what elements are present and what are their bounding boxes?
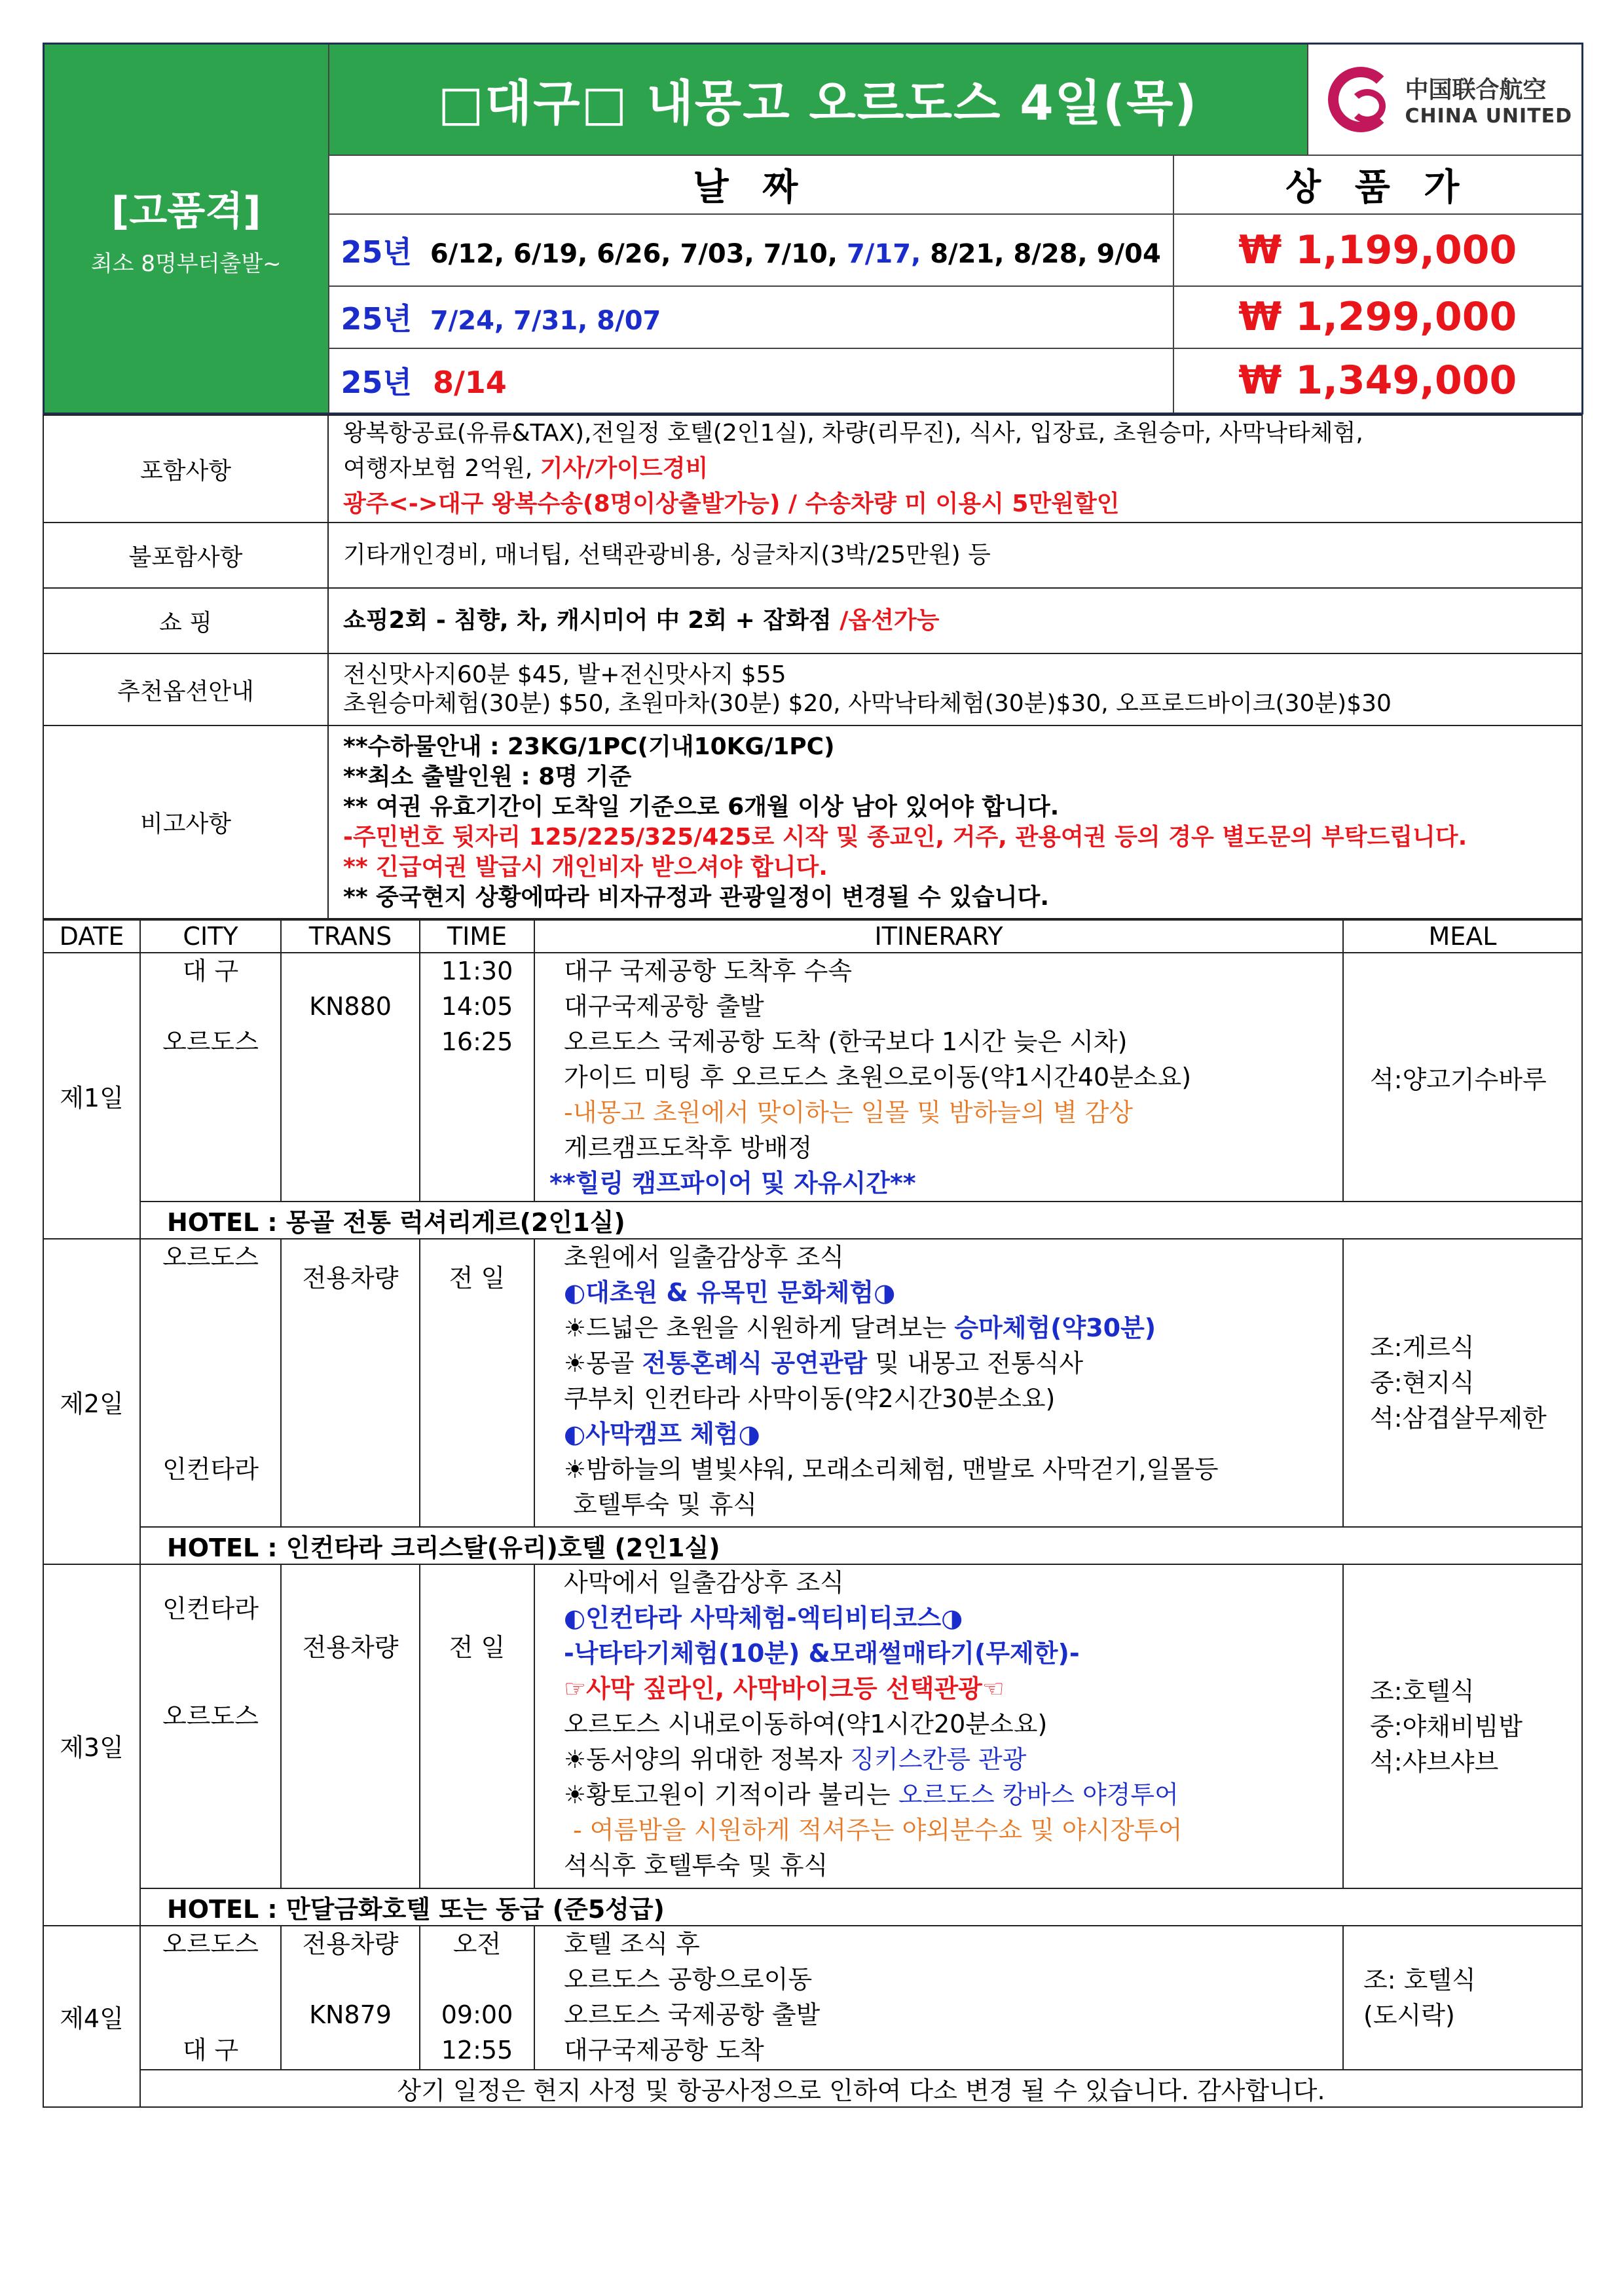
day-2-label: 제2일 (43, 1239, 140, 1564)
time: 11:30 (441, 957, 513, 985)
itinerary-line: 오르도스 국제공항 출발 (564, 2000, 821, 2029)
price-1: ₩ 1,199,000 (1173, 214, 1583, 286)
itinerary-line: -내몽고 초원에서 맞이하는 일몰 및 밤하늘의 별 감상 (564, 1098, 1134, 1127)
day-1-time (420, 953, 534, 1202)
shopping-option: /옵션가능 (840, 607, 940, 634)
itinerary-header: ITINERARY (534, 920, 1343, 953)
trans-header: TRANS (281, 920, 420, 953)
meal: 중:야채비빔밥 (1370, 1712, 1523, 1741)
day-4-label: 제4일 (43, 1926, 140, 2107)
itinerary-line: 오르도스 국제공항 도착 (한국보다 1시간 늦은 시차) (564, 1027, 1128, 1056)
year: 25년 (341, 234, 412, 270)
dates-highlight: 7/17, (846, 238, 921, 269)
day-2-meal (1343, 1239, 1582, 1527)
day-1-hotel: HOTEL : 몽골 전통 럭셔리게르(2인1실) (140, 1202, 1582, 1239)
itinerary-line: 오르도스 시내로이동하여(약1시간20분소요) (564, 1710, 1048, 1738)
itinerary-line: 가이드 미팅 후 오르도스 초원으로이동(약1시간40분소요) (564, 1063, 1192, 1092)
day-3-meal (1343, 1564, 1582, 1888)
date-row-3 (329, 348, 1173, 414)
day-4-meal (1343, 1926, 1582, 2070)
itinerary-line: 대구국제공항 출발 (564, 992, 764, 1021)
city: 인컨타라 (162, 1455, 259, 1484)
itinerary-line: ☞사막 짚라인, 사막바이크등 선택관광☜ (564, 1674, 1005, 1703)
included-value (328, 415, 1582, 523)
day-4-itinerary (534, 1926, 1343, 2070)
itinerary-line: 대구국제공항 도착 (564, 2036, 764, 2065)
info-table (43, 414, 1583, 919)
options-line: 초원승마체험(30분) $50, 초원마차(30분) $20, 사막낙타체험(30분)$30, 오프로드바이크(30분)$30 (343, 690, 1392, 717)
day-1-trans (281, 953, 420, 1202)
remark-line: ** 여권 유효기간이 도착일 기준으로 6개월 이상 남아 있어야 합니다. (343, 793, 1060, 820)
shopping-value (328, 588, 1582, 653)
day-3-itinerary (534, 1564, 1343, 1888)
time-header: TIME (420, 920, 534, 953)
itinerary-line: ☀몽골 전통혼례식 공연관람 및 내몽고 전통식사 (564, 1349, 1084, 1378)
remark-line: **수하물안내 : 23KG/1PC(기내10KG/1PC) (343, 733, 835, 760)
itinerary-line: 사막에서 일출감상후 조식 (564, 1568, 844, 1597)
meal: 석:삼겹살무제한 (1370, 1404, 1547, 1433)
year: 25년 (341, 365, 412, 401)
remarks-label: 비고사항 (43, 725, 328, 919)
day-2-trans: 전용차량 (281, 1239, 420, 1527)
city-header: CITY (140, 920, 281, 953)
itinerary-line: 쿠부치 인컨타라 사막이동(약2시간30분소요) (564, 1384, 1056, 1413)
time: 12:55 (441, 2036, 513, 2065)
included-label: 포함사항 (43, 415, 328, 523)
shopping-text: 쇼핑2회 - 침향, 차, 캐시미어 中 2회 + 잡화점 (343, 607, 832, 634)
header-table (43, 43, 1583, 414)
city: 오르도스 (162, 1930, 259, 1958)
day-2-time: 전 일 (420, 1239, 534, 1527)
day-4-trans (281, 1926, 420, 2070)
trans: 전용차량 (302, 1930, 399, 1958)
city: 오르도스 (162, 1243, 259, 1272)
day-1-label: 제1일 (43, 953, 140, 1239)
grade-title: [고품격] (111, 188, 261, 234)
included-line: 광주<->대구 왕복수송(8명이상출발가능) / 수송차량 미 이용시 5만원할인 (343, 490, 1120, 517)
remark-line: ** 긴급여권 발급시 개인비자 받으셔야 합니다. (343, 853, 828, 881)
meal: (도시락) (1363, 2001, 1455, 2030)
remark-line: ** 중국현지 상황에따라 비자규정과 관광일정이 변경될 수 있습니다. (343, 883, 1050, 911)
itinerary-table (43, 919, 1583, 2108)
meal: 조:게르식 (1370, 1333, 1475, 1362)
grade-cell (44, 44, 329, 414)
day-2-city (140, 1239, 281, 1527)
itinerary-line: -낙타타기체험(10분) &모래썰매타기(무제한)- (564, 1639, 1080, 1668)
day-1-city (140, 953, 281, 1202)
itinerary-line: 호텔 조식 후 (564, 1930, 700, 1958)
time: 09:00 (441, 2000, 513, 2029)
shopping-label: 쇼 핑 (43, 588, 328, 653)
flight-number: KN880 (309, 992, 392, 1021)
date-header: DATE (43, 920, 140, 953)
meal: 석:샤브샤브 (1370, 1747, 1499, 1776)
trans (282, 953, 419, 989)
day-3-hotel: HOTEL : 만달금화호텔 또는 동급 (준5성급) (140, 1888, 1582, 1926)
date-row-2 (329, 286, 1173, 348)
itinerary-line: ☀황토고원이 기적이라 불리는 오르도스 캉바스 야경투어 (564, 1780, 1179, 1809)
itinerary-line: 오르도스 공항으로이동 (564, 1965, 813, 1994)
day-1-meal: 석:양고기수바루 (1343, 953, 1582, 1202)
remarks-value (328, 725, 1582, 919)
price-3: ₩ 1,349,000 (1173, 348, 1583, 414)
price-column-header: 상 품 가 (1173, 155, 1583, 214)
itinerary-footer-note: 상기 일정은 현지 사정 및 항공사정으로 인하여 다소 변경 될 수 있습니다. 감사합니다. (140, 2070, 1582, 2107)
meal-header: MEAL (1343, 920, 1582, 953)
city: 대 구 (182, 957, 239, 985)
price-2: ₩ 1,299,000 (1173, 286, 1583, 348)
itinerary-line: 초원에서 일출감상후 조식 (564, 1243, 844, 1272)
excluded-value: 기타개인경비, 매너팁, 선택관광비용, 싱글차지(3박/25만원) 등 (328, 523, 1582, 588)
meal: 조:호텔식 (1370, 1676, 1475, 1706)
airline-name-en: CHINA UNITED (1405, 104, 1573, 128)
city: 오르도스 (162, 1027, 259, 1056)
day-1-itinerary (534, 953, 1343, 1202)
day-3-trans: 전용차량 (281, 1564, 420, 1888)
dates: 7/24, 7/31, 8/07 (430, 306, 661, 336)
date-row-1 (329, 214, 1173, 286)
remark-line: **최소 출발인원 : 8명 기준 (343, 763, 632, 790)
excluded-label: 불포함사항 (43, 523, 328, 588)
city (141, 989, 280, 1024)
itinerary-line: 호텔투숙 및 휴식 (573, 1490, 758, 1519)
day-2-itinerary (534, 1239, 1343, 1527)
time: 오전 (452, 1930, 502, 1958)
itinerary-line: ◐인컨타라 사막체험-엑티비티코스◑ (564, 1604, 963, 1632)
itinerary-line: ◐사막캠프 체험◑ (564, 1420, 760, 1448)
dates: 8/21, 8/28, 9/04 (930, 238, 1161, 269)
city: 인컨타라 (162, 1594, 259, 1623)
city: 오르도스 (162, 1702, 259, 1731)
itinerary-line: ◐대초원 & 유목민 문화체험◑ (564, 1278, 896, 1307)
itinerary-line: 석식후 호텔투숙 및 휴식 (564, 1851, 828, 1880)
itinerary-line: ☀동서양의 위대한 정복자 징키스칸릉 관광 (564, 1745, 1027, 1774)
meal: 중:현지식 (1370, 1368, 1475, 1397)
options-label: 추천옵션안내 (43, 653, 328, 725)
airline-logo-icon (1328, 67, 1393, 132)
airline-logo (1308, 44, 1583, 155)
itinerary-line: 게르캠프도착후 방배정 (564, 1133, 813, 1162)
day-2-hotel: HOTEL : 인컨타라 크리스탈(유리)호텔 (2인1실) (140, 1527, 1582, 1564)
options-value (328, 653, 1582, 725)
included-line: 왕복항공료(유류&TAX),전일정 호텔(2인1실), 차량(리무진), 식사, 입장료, 초원승마, 사막낙타체험, (343, 420, 1363, 447)
meal: 조: 호텔식 (1363, 1966, 1476, 1994)
grade-subtitle: 최소 8명부터출발~ (90, 250, 282, 277)
day-3-time: 전 일 (420, 1564, 534, 1888)
airline-name-cn: 中国联合航空 (1405, 76, 1547, 103)
time: 16:25 (441, 1027, 513, 1056)
flight-number: KN879 (309, 2000, 392, 2029)
year: 25년 (341, 301, 412, 337)
day-3-label: 제3일 (43, 1564, 140, 1926)
day-4-city (140, 1926, 281, 2070)
options-line: 전신맛사지60분 $45, 발+전신맛사지 $55 (343, 661, 786, 688)
city: 대 구 (182, 2036, 239, 2065)
day-4-time (420, 1926, 534, 2070)
product-title: □대구□ 내몽고 오르도스 4일(목) (329, 44, 1308, 155)
time: 14:05 (441, 992, 513, 1021)
itinerary-line: ☀드넓은 초원을 시원하게 달려보는 승마체험(약30분) (564, 1313, 1156, 1342)
date-column-header: 날 짜 (329, 155, 1173, 214)
dates: 6/12, 6/19, 6/26, 7/03, 7/10, (430, 238, 838, 269)
itinerary-line: **힐링 캠프파이어 및 자유시간** (549, 1169, 916, 1198)
itinerary-line: ☀밤하늘의 별빛샤워, 모래소리체험, 맨발로 사막걷기,일몰등 (564, 1455, 1219, 1484)
included-line: 여행자보험 2억원, (343, 455, 533, 482)
dates: 8/14 (432, 365, 507, 401)
itinerary-line: 대구 국제공항 도착후 수속 (564, 957, 853, 985)
itinerary-line: - 여름밤을 시원하게 적셔주는 야외분수쇼 및 야시장투어 (573, 1816, 1183, 1845)
day-3-city (140, 1564, 281, 1888)
document (43, 43, 1581, 2108)
included-highlight: 기사/가이드경비 (540, 455, 709, 482)
remark-line: -주민번호 뒷자리 125/225/325/425로 시작 및 종교인, 거주, 관용여권 등의 경우 별도문의 부탁드립니다. (343, 823, 1467, 851)
